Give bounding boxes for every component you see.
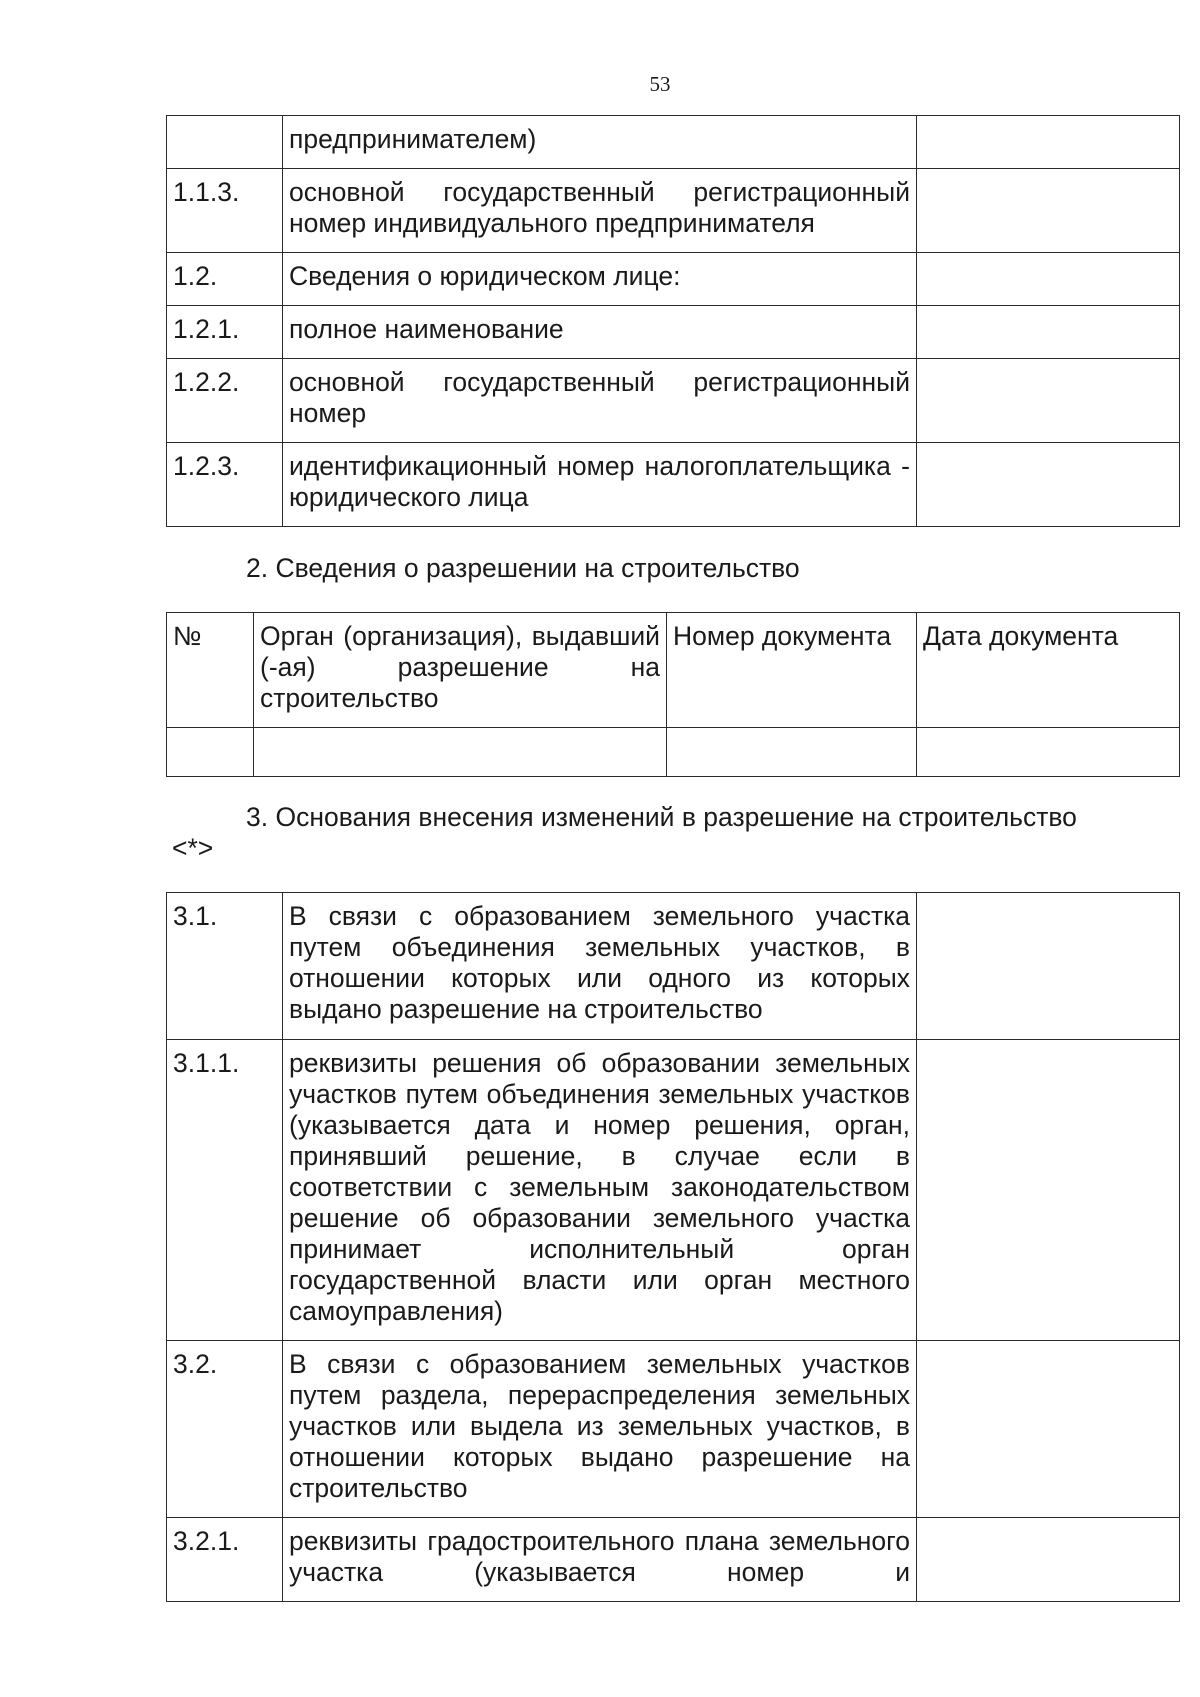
row-text: основной государственный регистрационный номер индивидуального предпринимателя bbox=[283, 169, 917, 253]
row-value-cell[interactable] bbox=[917, 116, 1180, 169]
empty-cell[interactable] bbox=[917, 728, 1180, 777]
row-value-cell[interactable] bbox=[917, 1040, 1180, 1341]
empty-cell[interactable] bbox=[667, 728, 917, 777]
table-row bbox=[167, 169, 1180, 253]
permit-info-table bbox=[166, 612, 1180, 777]
row-number: 1.2.1. bbox=[167, 306, 283, 359]
table-row bbox=[167, 1341, 1180, 1518]
section2-heading: 2. Сведения о разрешении на строительство bbox=[246, 553, 800, 583]
empty-cell[interactable] bbox=[167, 728, 254, 777]
row-number: 1.1.3. bbox=[167, 169, 283, 253]
table-row bbox=[167, 116, 1180, 169]
table-row bbox=[167, 728, 1180, 777]
row-number: 1.2.2. bbox=[167, 359, 283, 443]
row-number: 3.2. bbox=[167, 1341, 283, 1518]
row-value-cell[interactable] bbox=[917, 1518, 1180, 1602]
row-value-cell[interactable] bbox=[917, 359, 1180, 443]
row-value-cell[interactable] bbox=[917, 893, 1180, 1040]
row-text: предпринимателем) bbox=[283, 116, 917, 169]
header-number: № bbox=[167, 613, 254, 728]
row-number bbox=[167, 116, 283, 169]
row-number: 1.2.3. bbox=[167, 443, 283, 527]
applicant-details-table bbox=[166, 115, 1180, 527]
table-row bbox=[167, 253, 1180, 306]
row-value-cell[interactable] bbox=[917, 1341, 1180, 1518]
row-number: 3.1. bbox=[167, 893, 283, 1040]
row-number: 1.2. bbox=[167, 253, 283, 306]
empty-cell[interactable] bbox=[254, 728, 667, 777]
row-number: 3.1.1. bbox=[167, 1040, 283, 1341]
table-row bbox=[167, 359, 1180, 443]
row-number: 3.2.1. bbox=[167, 1518, 283, 1602]
row-value-cell[interactable] bbox=[917, 306, 1180, 359]
row-value-cell[interactable] bbox=[917, 253, 1180, 306]
row-text: В связи с образованием земельных участков путем раздела, перераспределения земельных участков или выдела из земельных участков, в отношении которых выдано разрешение на строительство bbox=[283, 1341, 917, 1518]
row-text: Сведения о юридическом лице: bbox=[283, 253, 917, 306]
table-row bbox=[167, 893, 1180, 1040]
row-value-cell[interactable] bbox=[917, 443, 1180, 527]
section3-heading: 3. Основания внесения изменений в разрешение на строительство bbox=[246, 802, 1077, 832]
header-issuing-body: Орган (организация), выдавший (-ая) разрешение на строительство bbox=[254, 613, 667, 728]
change-grounds-table bbox=[166, 892, 1180, 1602]
table-row bbox=[167, 1040, 1180, 1341]
row-text: идентификационный номер налогоплательщика - юридического лица bbox=[283, 443, 917, 527]
row-value-cell[interactable] bbox=[917, 169, 1180, 253]
table-header-row bbox=[167, 613, 1180, 728]
row-text: реквизиты решения об образовании земельных участков путем объединения земельных участков (указывается дата и номер решения, орган, принявший решение, в случае если в соответствии с земельным законодательством решение об образовании земельного участка принимает исполнительный орган государственной власти или орган местного самоуправления) bbox=[283, 1040, 917, 1341]
row-text: реквизиты градостроительного плана земельного участка (указывается номер и bbox=[283, 1518, 917, 1602]
section3-heading-footnote: <*> bbox=[172, 833, 214, 863]
row-text: В связи с образованием земельного участка путем объединения земельных участков, в отношении которых или одного из которых выдано разрешение на строительство bbox=[283, 893, 917, 1040]
row-text: основной государственный регистрационный номер bbox=[283, 359, 917, 443]
page-number: 53 bbox=[649, 72, 671, 96]
table-row bbox=[167, 1518, 1180, 1602]
header-document-date: Дата документа bbox=[917, 613, 1180, 728]
table-row bbox=[167, 443, 1180, 527]
row-text: полное наименование bbox=[283, 306, 917, 359]
header-document-number: Номер документа bbox=[667, 613, 917, 728]
table-row bbox=[167, 306, 1180, 359]
